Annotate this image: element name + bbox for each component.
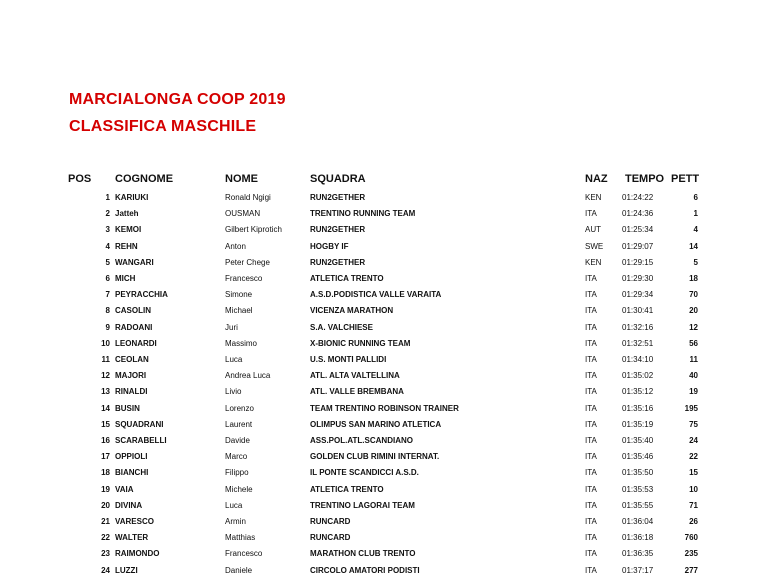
cell-pett: 20: [689, 306, 698, 316]
cell-cognome: MAJORI: [115, 371, 147, 381]
cell-pett: 56: [689, 338, 698, 348]
cell-tempo: 01:24:22: [622, 193, 654, 202]
cell-nome: Lorenzo: [225, 403, 254, 413]
cell-pos: 15: [101, 419, 110, 429]
cell-nome: Gilbert Kiprotich: [225, 225, 282, 235]
cell-squadra: RUN2GETHER: [310, 257, 366, 267]
cell-squadra: TRENTINO LAGORAI TEAM: [310, 500, 415, 510]
cell-squadra: U.S. MONTI PALLIDI: [310, 355, 387, 364]
cell-pett: 15: [689, 468, 698, 478]
cell-naz: KEN: [585, 193, 602, 202]
cell-nome: Daniele: [225, 565, 253, 575]
table-row: [0, 222, 768, 238]
cell-tempo: 01:32:51: [622, 338, 654, 348]
cell-squadra: MARATHON CLUB TRENTO: [310, 549, 416, 559]
cell-pos: 18: [101, 468, 110, 478]
cell-tempo: 01:35:50: [622, 468, 654, 478]
cell-cognome: LEONARDI: [115, 338, 157, 348]
cell-pett: 760: [684, 533, 698, 543]
cell-naz: ITA: [585, 371, 597, 381]
cell-nome: Matthias: [225, 533, 256, 543]
cell-cognome: LUZZI: [115, 565, 138, 575]
cell-naz: SWE: [585, 241, 604, 251]
cell-pett: 22: [689, 452, 698, 462]
header-pett: PETT: [671, 173, 700, 185]
cell-nome: Livio: [225, 387, 242, 397]
table-row: [0, 417, 768, 433]
cell-pett: 4: [693, 225, 698, 235]
header-tempo: TEMPO: [625, 173, 665, 185]
cell-pos: 16: [101, 436, 110, 445]
table-row: [0, 465, 768, 481]
cell-pos: 13: [101, 387, 110, 397]
cell-cognome: WANGARI: [115, 257, 154, 267]
cell-naz: ITA: [585, 468, 597, 478]
cell-pett: 6: [693, 193, 698, 202]
cell-cognome: BIANCHI: [115, 468, 149, 478]
cell-naz: ITA: [585, 549, 597, 559]
cell-squadra: OLIMPUS SAN MARINO ATLETICA: [310, 419, 442, 429]
cell-tempo: 01:32:16: [622, 322, 654, 332]
table-row: [0, 320, 768, 336]
cell-squadra: X-BIONIC RUNNING TEAM: [310, 338, 411, 348]
cell-cognome: MICH: [115, 274, 136, 283]
cell-tempo: 01:35:46: [622, 452, 654, 462]
cell-cognome: KARIUKI: [115, 193, 149, 202]
cell-tempo: 01:25:34: [622, 225, 654, 235]
cell-cognome: RINALDI: [115, 387, 148, 397]
cell-squadra: ATLETICA TRENTO: [310, 484, 384, 494]
cell-nome: Michael: [225, 306, 253, 316]
cell-pos: 5: [105, 257, 110, 267]
cell-squadra: A.S.D.PODISTICA VALLE VARAITA: [310, 290, 442, 300]
cell-naz: ITA: [585, 355, 597, 364]
cell-naz: ITA: [585, 338, 597, 348]
table-row: [0, 368, 768, 384]
cell-nome: Ronald Ngigi: [225, 193, 271, 202]
cell-pos: 21: [101, 517, 110, 526]
cell-nome: Andrea Luca: [225, 371, 271, 381]
cell-pos: 12: [101, 371, 110, 381]
cell-squadra: RUN2GETHER: [310, 193, 366, 202]
cell-pett: 75: [689, 419, 698, 429]
cell-naz: ITA: [585, 517, 597, 526]
cell-cognome: WALTER: [115, 533, 149, 543]
cell-pett: 12: [689, 322, 698, 332]
cell-pos: 7: [105, 290, 110, 300]
cell-nome: Filippo: [225, 468, 249, 478]
cell-naz: ITA: [585, 403, 597, 413]
cell-pos: 17: [101, 452, 110, 462]
cell-nome: Luca: [225, 500, 243, 510]
cell-squadra: HOGBY IF: [310, 241, 349, 251]
cell-cognome: REHN: [115, 241, 138, 251]
cell-naz: ITA: [585, 387, 597, 397]
cell-pett: 277: [684, 565, 698, 575]
cell-pos: 2: [105, 209, 110, 219]
cell-nome: Peter Chege: [225, 257, 270, 267]
cell-squadra: RUNCARD: [310, 533, 351, 543]
cell-nome: Anton: [225, 241, 246, 251]
cell-pett: 71: [689, 500, 698, 510]
cell-pos: 4: [105, 241, 110, 251]
cell-pos: 22: [101, 533, 110, 543]
cell-pos: 8: [105, 306, 110, 316]
cell-pett: 5: [693, 257, 698, 267]
header-nome: NOME: [225, 173, 258, 185]
cell-naz: AUT: [585, 225, 601, 235]
cell-pett: 70: [689, 290, 698, 300]
cell-squadra: VICENZA MARATHON: [310, 306, 394, 316]
cell-naz: ITA: [585, 306, 597, 316]
cell-pett: 18: [689, 274, 698, 283]
cell-squadra: ATL. VALLE BREMBANA: [310, 387, 404, 397]
table-row: [0, 498, 768, 514]
table-row: [0, 336, 768, 352]
cell-tempo: 01:29:07: [622, 241, 654, 251]
cell-naz: ITA: [585, 290, 597, 300]
cell-nome: Francesco: [225, 274, 263, 283]
table-row: [0, 449, 768, 465]
table-row: [0, 352, 768, 368]
table-row: [0, 384, 768, 400]
table-row: [0, 190, 768, 206]
cell-pos: 14: [101, 403, 110, 413]
cell-squadra: RUNCARD: [310, 517, 351, 526]
header-squadra: SQUADRA: [310, 173, 366, 185]
cell-tempo: 01:35:55: [622, 500, 654, 510]
document-subtitle: CLASSIFICA MASCHILE: [69, 118, 257, 135]
cell-cognome: SQUADRANI: [115, 419, 164, 429]
cell-tempo: 01:29:34: [622, 290, 654, 300]
cell-naz: ITA: [585, 565, 597, 575]
cell-naz: ITA: [585, 436, 597, 445]
table-row: [0, 303, 768, 319]
cell-tempo: 01:35:53: [622, 484, 654, 494]
cell-pos: 24: [101, 565, 110, 575]
cell-naz: ITA: [585, 484, 597, 494]
cell-tempo: 01:24:36: [622, 209, 654, 219]
cell-pett: 24: [689, 436, 698, 445]
cell-tempo: 01:34:10: [622, 355, 654, 364]
cell-squadra: CIRCOLO AMATORI PODISTI: [310, 565, 420, 575]
cell-pos: 10: [101, 338, 110, 348]
cell-pett: 10: [689, 484, 698, 494]
table-row: [0, 401, 768, 417]
cell-nome: Marco: [225, 452, 248, 462]
cell-tempo: 01:35:16: [622, 403, 654, 413]
table-row: [0, 206, 768, 222]
cell-cognome: CEOLAN: [115, 355, 149, 364]
cell-tempo: 01:35:19: [622, 419, 654, 429]
table-row: [0, 271, 768, 287]
cell-naz: ITA: [585, 209, 597, 219]
cell-pos: 3: [105, 225, 110, 235]
cell-pett: 1: [693, 209, 698, 219]
cell-nome: Francesco: [225, 549, 263, 559]
cell-tempo: 01:35:12: [622, 387, 654, 397]
cell-naz: ITA: [585, 452, 597, 462]
cell-pos: 20: [101, 500, 110, 510]
cell-nome: Laurent: [225, 419, 253, 429]
document-title: MARCIALONGA COOP 2019: [69, 91, 286, 108]
cell-squadra: GOLDEN CLUB RIMINI INTERNAT.: [310, 452, 440, 462]
cell-cognome: BUSIN: [115, 403, 140, 413]
cell-nome: Juri: [225, 322, 238, 332]
cell-squadra: ATL. ALTA VALTELLINA: [310, 371, 400, 381]
cell-pos: 9: [105, 322, 110, 332]
table-row: [0, 287, 768, 303]
cell-pett: 14: [689, 241, 698, 251]
cell-nome: Massimo: [225, 338, 258, 348]
table-row: [0, 255, 768, 271]
cell-squadra: RUN2GETHER: [310, 225, 366, 235]
table-row: [0, 239, 768, 255]
cell-nome: Michele: [225, 484, 253, 494]
header-cognome: COGNOME: [115, 173, 174, 185]
cell-nome: Simone: [225, 290, 253, 300]
cell-tempo: 01:37:17: [622, 565, 654, 575]
cell-naz: ITA: [585, 419, 597, 429]
table-row: [0, 530, 768, 546]
cell-nome: Davide: [225, 436, 250, 445]
cell-squadra: TEAM TRENTINO ROBINSON TRAINER: [310, 403, 459, 413]
cell-squadra: IL PONTE SCANDICCI A.S.D.: [310, 468, 419, 478]
cell-squadra: ATLETICA TRENTO: [310, 274, 384, 283]
cell-pett: 235: [684, 549, 698, 559]
cell-pos: 6: [105, 274, 110, 283]
cell-tempo: 01:35:40: [622, 436, 654, 445]
cell-tempo: 01:29:15: [622, 257, 654, 267]
cell-cognome: PEYRACCHIA: [115, 290, 168, 300]
cell-squadra: ASS.POL.ATL.SCANDIANO: [310, 436, 413, 445]
header-naz: NAZ: [585, 173, 608, 185]
cell-cognome: CASOLIN: [115, 306, 151, 316]
cell-pos: 11: [101, 355, 110, 364]
cell-cognome: KEMOI: [115, 225, 142, 235]
cell-nome: Luca: [225, 355, 243, 364]
cell-naz: ITA: [585, 533, 597, 543]
cell-naz: KEN: [585, 257, 602, 267]
cell-squadra: TRENTINO RUNNING TEAM: [310, 209, 416, 219]
cell-tempo: 01:29:30: [622, 274, 654, 283]
table-row: [0, 514, 768, 530]
cell-squadra: S.A. VALCHIESE: [310, 322, 373, 332]
cell-cognome: RAIMONDO: [115, 549, 160, 559]
table-row: [0, 482, 768, 498]
cell-naz: ITA: [585, 322, 597, 332]
cell-cognome: VAIA: [115, 484, 134, 494]
cell-tempo: 01:36:04: [622, 517, 654, 526]
cell-pett: 19: [689, 387, 698, 397]
cell-pos: 19: [101, 484, 110, 494]
cell-pett: 26: [689, 517, 698, 526]
cell-pett: 40: [689, 371, 698, 381]
cell-tempo: 01:30:41: [622, 306, 654, 316]
cell-cognome: OPPIOLI: [115, 452, 148, 462]
cell-cognome: DIVINA: [115, 500, 143, 510]
cell-naz: ITA: [585, 500, 597, 510]
cell-pett: 195: [684, 403, 698, 413]
cell-pos: 23: [101, 549, 110, 559]
table-row: [0, 563, 768, 579]
cell-cognome: SCARABELLI: [115, 436, 167, 445]
cell-cognome: RADOANI: [115, 322, 153, 332]
cell-cognome: Jatteh: [115, 209, 139, 219]
table-row: [0, 433, 768, 449]
cell-tempo: 01:36:35: [622, 549, 654, 559]
cell-tempo: 01:36:18: [622, 533, 654, 543]
cell-naz: ITA: [585, 274, 597, 283]
cell-pett: 11: [689, 355, 698, 364]
cell-nome: OUSMAN: [225, 209, 261, 219]
cell-nome: Armin: [225, 517, 246, 526]
cell-cognome: VARESCO: [115, 517, 154, 526]
header-pos: POS: [68, 173, 92, 185]
cell-tempo: 01:35:02: [622, 371, 654, 381]
table-row: [0, 546, 768, 562]
cell-pos: 1: [105, 193, 110, 202]
